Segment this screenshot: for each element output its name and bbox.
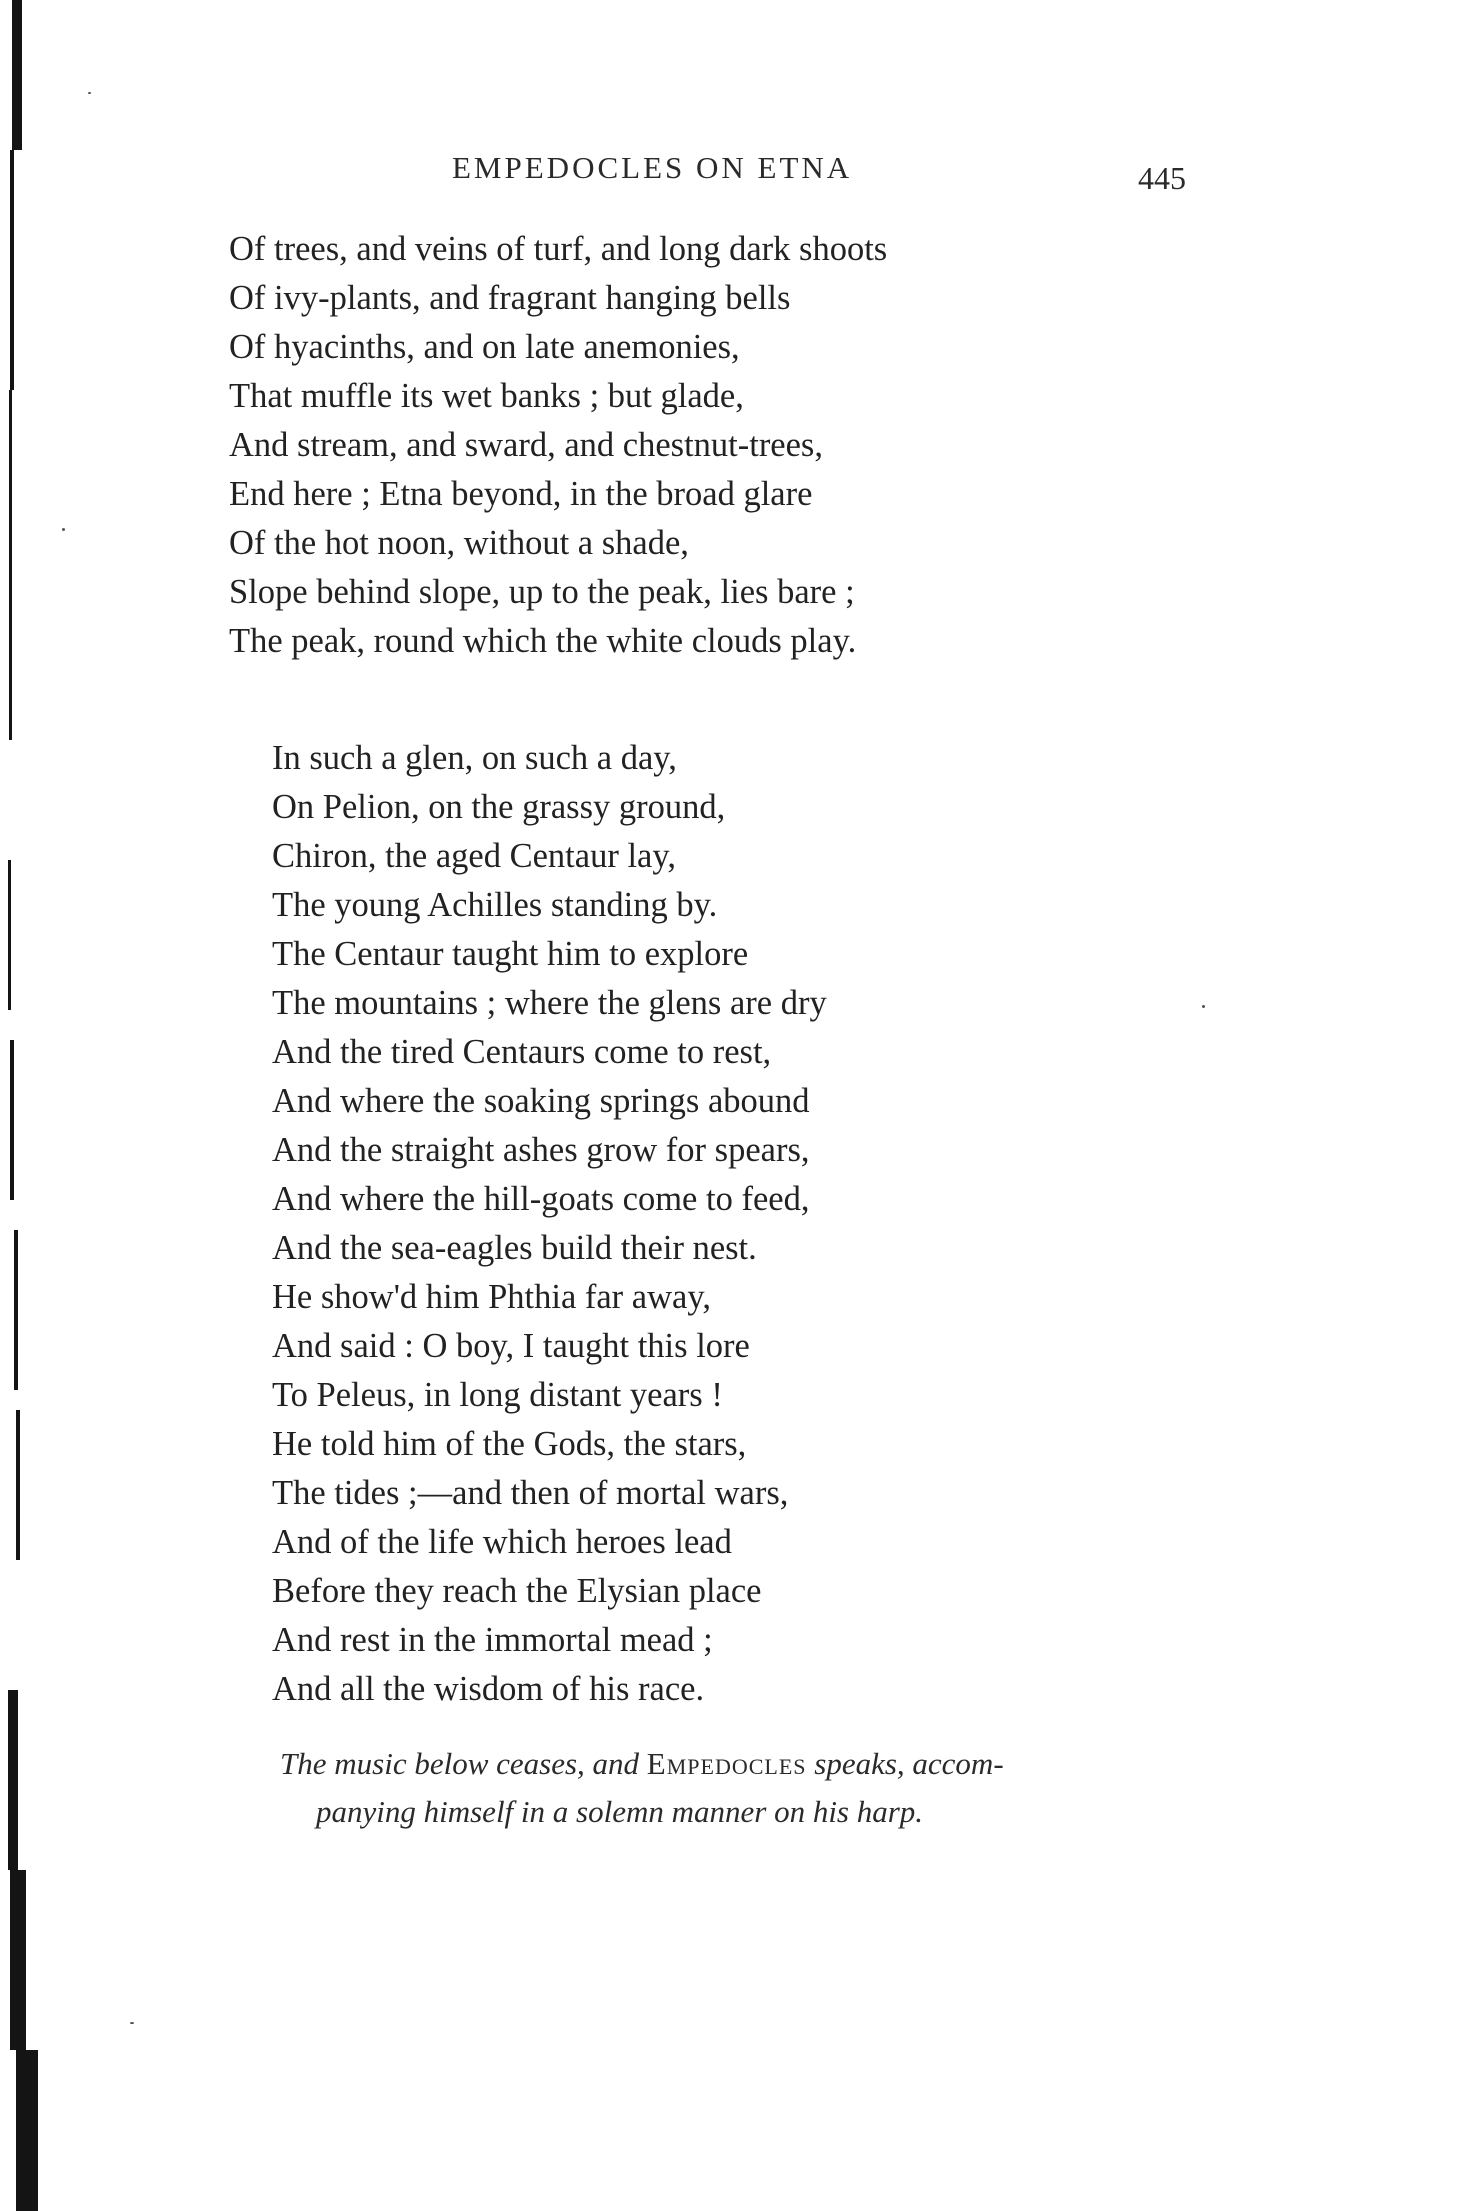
running-title: EMPEDOCLES ON ETNA: [452, 150, 853, 185]
stanza-2: [272, 734, 827, 1714]
stage-direction-text: The music below ceases, and: [280, 1746, 647, 1781]
verse-line: To Peleus, in long distant years !: [272, 1376, 723, 1414]
verse-line: And of the life which heroes lead: [272, 1523, 732, 1561]
verse-line: The peak, round which the white clouds play.: [229, 622, 857, 660]
verse-line: And stream, and sward, and chestnut-trees,: [229, 426, 823, 464]
verse-line: And said : O boy, I taught this lore: [272, 1327, 750, 1365]
verse-line: And all the wisdom of his race.: [272, 1670, 705, 1708]
paper-speck: [1202, 1005, 1205, 1008]
binding-edge: [0, 0, 40, 2211]
stage-direction: [280, 1740, 1240, 1836]
speaker-name: Empedocles: [646, 1746, 807, 1781]
verse-line: Of trees, and veins of turf, and long dark shoots: [229, 230, 888, 268]
verse-line: And where the soaking springs abound: [272, 1082, 810, 1120]
verse-line: In such a glen, on such a day,: [272, 739, 677, 777]
verse-line: Of hyacinths, and on late anemonies,: [229, 328, 740, 366]
verse-line: And rest in the immortal mead ;: [272, 1621, 713, 1659]
stage-direction-line-2: panying himself in a solemn manner on his harp.: [316, 1794, 924, 1829]
verse-line: And the sea-eagles build their nest.: [272, 1229, 757, 1267]
verse-line: The tides ;—and then of mortal wars,: [272, 1474, 789, 1512]
verse-line: The Centaur taught him to explore: [272, 935, 749, 973]
paper-speck: [130, 2022, 134, 2024]
verse-line: Chiron, the aged Centaur lay,: [272, 837, 676, 875]
verse-line: The young Achilles standing by.: [272, 886, 718, 924]
stage-direction-line-1: [280, 1740, 1240, 1788]
verse-line: Slope behind slope, up to the peak, lies bare ;: [229, 573, 855, 611]
verse-line: That muffle its wet banks ; but glade,: [229, 377, 744, 415]
paper-speck: [62, 528, 65, 531]
page-number: 445: [1138, 160, 1186, 196]
verse-line: The mountains ; where the glens are dry: [272, 984, 827, 1022]
verse-line: He told him of the Gods, the stars,: [272, 1425, 747, 1463]
stage-direction-text: speaks, accom-: [806, 1746, 1004, 1781]
verse-line: Of the hot noon, without a shade,: [229, 524, 689, 562]
stanza-1: [229, 225, 887, 666]
verse-line: And the tired Centaurs come to rest,: [272, 1033, 772, 1071]
verse-line: And where the hill-goats come to feed,: [272, 1180, 810, 1218]
verse-line: On Pelion, on the grassy ground,: [272, 788, 726, 826]
verse-line: Of ivy-plants, and fragrant hanging bells: [229, 279, 791, 317]
verse-line: Before they reach the Elysian place: [272, 1572, 762, 1610]
verse-line: End here ; Etna beyond, in the broad glare: [229, 475, 813, 513]
verse-line: And the straight ashes grow for spears,: [272, 1131, 810, 1169]
paper-speck: [88, 92, 91, 94]
verse-line: He show'd him Phthia far away,: [272, 1278, 711, 1316]
